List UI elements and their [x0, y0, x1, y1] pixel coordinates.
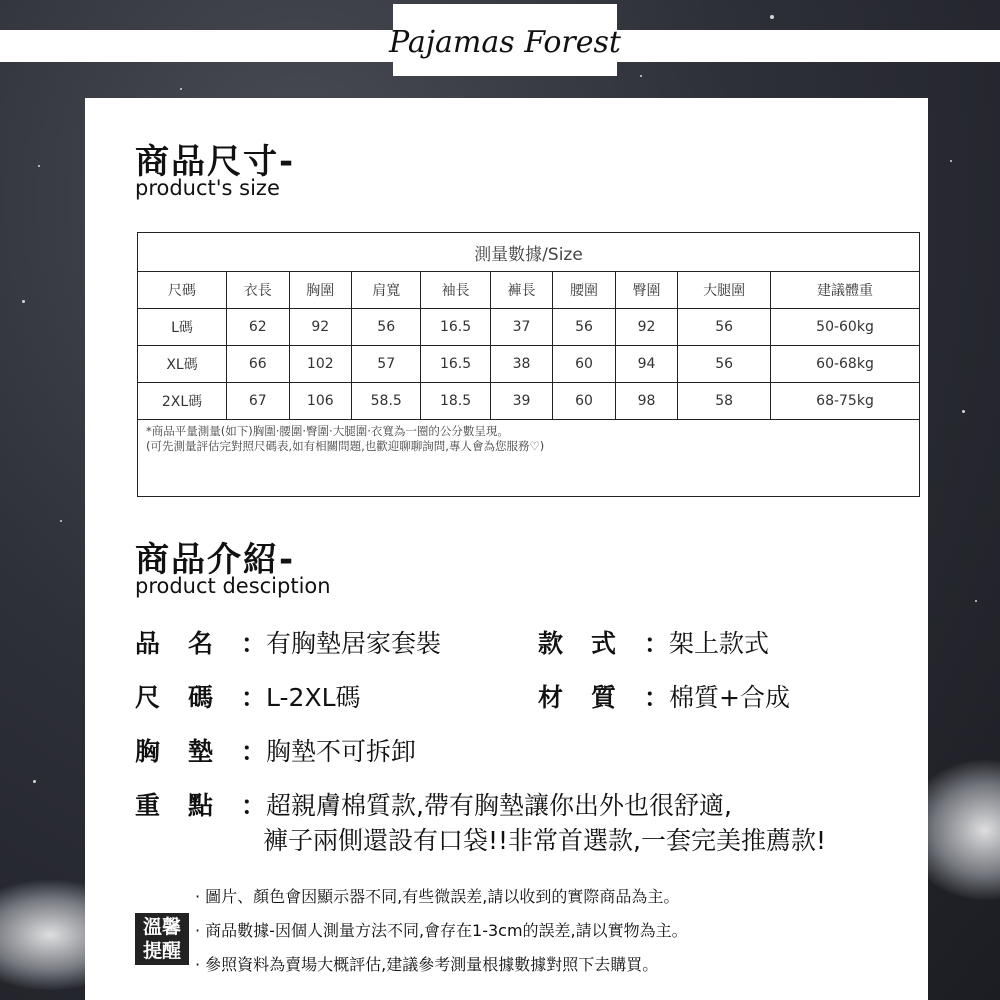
size-table	[137, 232, 920, 497]
info-key-size: 尺碼	[135, 683, 242, 712]
table-cell: 102	[289, 346, 352, 383]
reminder-badge-line-2: 提醒	[142, 940, 181, 962]
table-cell: 16.5	[421, 309, 490, 346]
table-cell: 66	[227, 346, 290, 383]
size-table-caption: 測量數據/Size	[138, 233, 920, 272]
info-point-row: 重點：超親膚棉質款,帶有胸墊讓你出外也很舒適,	[135, 786, 732, 822]
header-cell: 大腿圍	[678, 272, 771, 309]
table-cell: 106	[289, 383, 352, 420]
size-table-note	[138, 420, 920, 497]
table-cell: 58	[678, 383, 771, 420]
info-name-row: 品名：有胸墊居家套裝	[135, 624, 441, 660]
info-key-point: 重點	[135, 791, 242, 820]
table-cell: 18.5	[421, 383, 490, 420]
header-cell: 臀圍	[615, 272, 678, 309]
size-note-line-2: (可先測量評估完對照尺碼表,如有相關問題,也歡迎聊聊詢問,專人會為您服務♡)	[146, 439, 545, 453]
table-cell: 38	[490, 346, 553, 383]
info-size-row: 尺碼：L-2XL碼	[135, 678, 361, 714]
table-cell: 56	[678, 309, 771, 346]
info-material-row: 材質：棉質+合成	[538, 678, 790, 714]
size-table-header-row	[138, 272, 920, 309]
brand-logo	[385, 0, 625, 80]
info-key-pad: 胸墊	[135, 737, 242, 766]
info-key-material: 材質	[538, 683, 645, 712]
header-cell: 衣長	[227, 272, 290, 309]
size-section-title: 商品尺寸-	[135, 142, 296, 182]
desc-section-title: 商品介紹-	[135, 540, 296, 580]
info-value-point-1: 超親膚棉質款,帶有胸墊讓你出外也很舒適,	[266, 791, 732, 820]
table-cell: 58.5	[352, 383, 421, 420]
reminder-line: · 參照資料為賣場大概評估,建議參考測量根據數據對照下去購買。	[195, 955, 659, 974]
info-value-name: 有胸墊居家套裝	[266, 629, 442, 658]
header-cell: 腰圍	[553, 272, 616, 309]
table-cell: 60-68kg	[771, 346, 920, 383]
table-cell: 68-75kg	[771, 383, 920, 420]
header-cell: 袖長	[421, 272, 490, 309]
table-cell: 56	[678, 346, 771, 383]
table-cell: 92	[289, 309, 352, 346]
table-cell: 67	[227, 383, 290, 420]
table-cell: 39	[490, 383, 553, 420]
table-cell: XL碼	[138, 346, 227, 383]
table-cell: 50-60kg	[771, 309, 920, 346]
table-row	[138, 309, 920, 346]
table-cell: 94	[615, 346, 678, 383]
info-value-style: 架上款式	[669, 629, 770, 658]
header-cell: 建議體重	[771, 272, 920, 309]
table-cell: L碼	[138, 309, 227, 346]
table-cell: 2XL碼	[138, 383, 227, 420]
table-cell: 98	[615, 383, 678, 420]
table-cell: 62	[227, 309, 290, 346]
table-row	[138, 383, 920, 420]
desc-section-subtitle: product desciption	[135, 574, 331, 598]
header-cell: 胸圍	[289, 272, 352, 309]
table-cell: 60	[553, 346, 616, 383]
table-cell: 57	[352, 346, 421, 383]
table-row	[138, 346, 920, 383]
table-cell: 92	[615, 309, 678, 346]
brand-logo-text: Pajamas Forest	[389, 25, 621, 60]
table-cell: 56	[553, 309, 616, 346]
info-value-material: 棉質+合成	[669, 683, 790, 712]
content-card	[85, 98, 928, 1000]
reminder-line: · 圖片、顏色會因顯示器不同,有些微誤差,請以收到的實際商品為主。	[195, 887, 680, 906]
reminder-line: · 商品數據-因個人測量方法不同,會存在1-3cm的誤差,請以實物為主。	[195, 921, 688, 940]
info-point-row-2	[263, 821, 826, 857]
table-cell: 37	[490, 309, 553, 346]
info-key-style: 款式	[538, 629, 645, 658]
header-cell: 褲長	[490, 272, 553, 309]
table-cell: 56	[352, 309, 421, 346]
info-key-name: 品名	[135, 629, 242, 658]
reminder-badge-line-1: 溫馨	[142, 916, 181, 938]
table-cell: 60	[553, 383, 616, 420]
info-pad-row: 胸墊：胸墊不可拆卸	[135, 732, 416, 768]
table-cell: 16.5	[421, 346, 490, 383]
size-section-subtitle: product's size	[135, 176, 280, 200]
info-value-size: L-2XL碼	[266, 683, 361, 712]
header-cell: 肩寬	[352, 272, 421, 309]
size-note-line-1: *商品平量測量(如下)胸圍·腰圍·臀圍·大腿圍·衣寬為一圈的公分數呈現。	[146, 424, 509, 438]
header-cell: 尺碼	[138, 272, 227, 309]
info-value-pad: 胸墊不可拆卸	[266, 737, 417, 766]
info-style-row: 款式：架上款式	[538, 624, 769, 660]
info-value-point-2: 褲子兩側還設有口袋!!非常首選款,一套完美推薦款!	[263, 826, 827, 855]
reminder-badge	[135, 913, 189, 965]
